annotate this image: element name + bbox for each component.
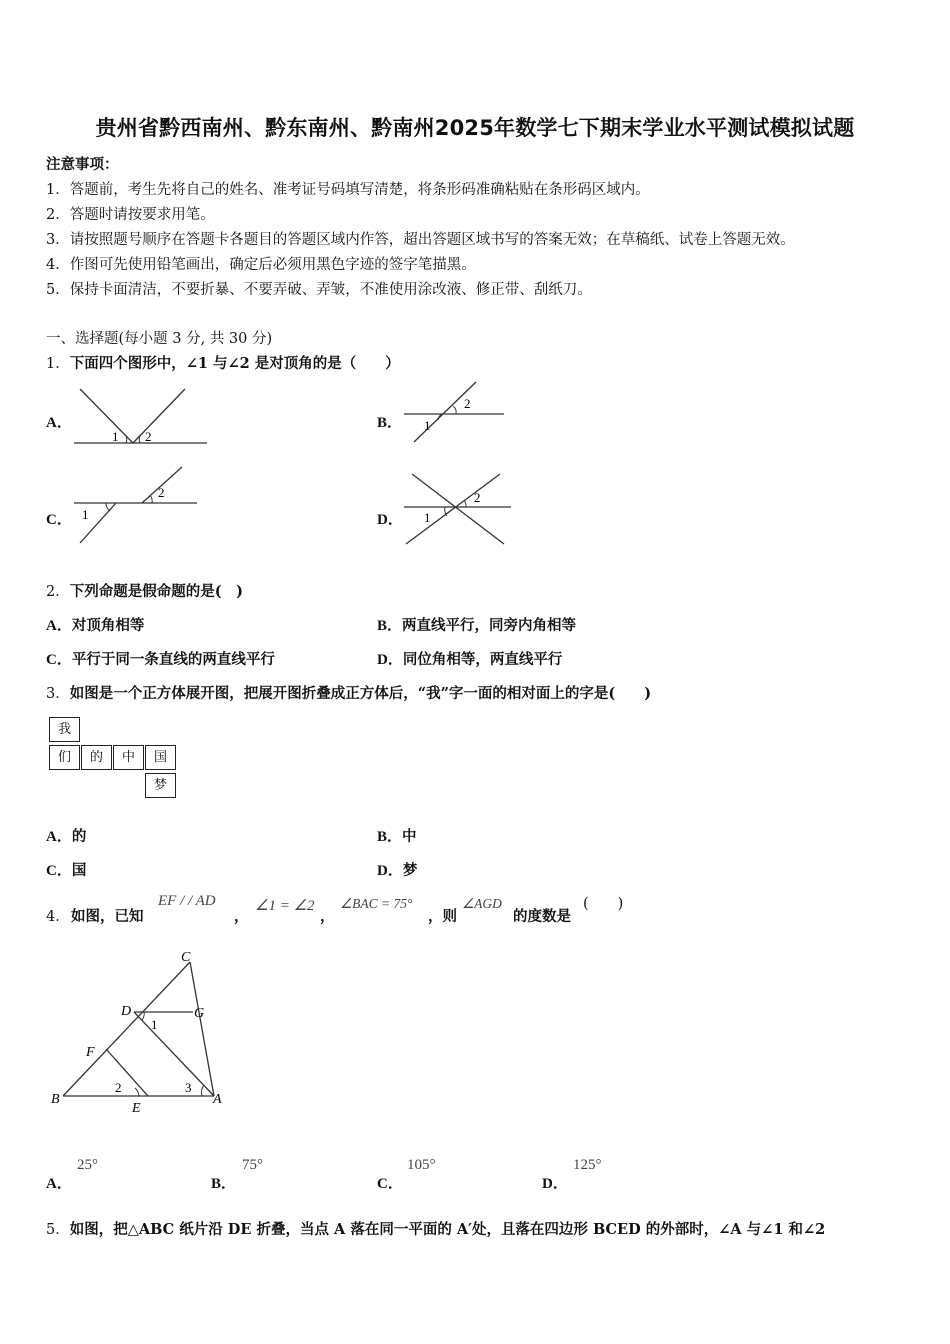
q1-figure-d: [400, 470, 515, 550]
math-expression: ∠AGD: [462, 896, 502, 911]
angle-label: 2: [115, 1080, 122, 1095]
question-1: [46, 352, 400, 373]
notice-item: 3．请按照题号顺序在答题卡各题目的答题区域内作答，超出答题区域书写的答案无效；在草稿纸、试卷上答题无效。: [46, 232, 795, 248]
q1-figure-b: [400, 378, 510, 448]
question-4-sep: ，: [320, 908, 335, 925]
option-letter: C．: [46, 863, 72, 879]
question-number: 2．: [46, 584, 70, 600]
angle-label: 1: [112, 429, 119, 444]
option-text: 同位角相等，两直线平行: [402, 651, 563, 668]
option-letter: A．: [46, 829, 72, 845]
question-4-prefix: 如图，已知: [71, 908, 144, 925]
notice-item: 5．保持卡面清洁，不要折暴、不要弄破、弄皱，不准使用涂改液、修正带、刮纸刀。: [46, 282, 592, 298]
option-c: [46, 648, 275, 669]
net-cell: 们: [49, 745, 80, 770]
question-text: 如图，把△ABC 纸片沿 DE 折叠，当点 A 落在同一平面的 A′处，且落在四边形 BCED 的外部时，∠A 与∠1 和∠2: [69, 1221, 826, 1238]
option-letter: C．: [46, 652, 72, 668]
option-letter: A．: [46, 1176, 72, 1192]
question-4-mid: ，则: [428, 908, 457, 925]
question-number: 5．: [46, 1222, 70, 1238]
net-cell: 我: [49, 717, 80, 742]
option-letter: D．: [377, 512, 403, 528]
net-cell: 的: [81, 745, 112, 770]
page-title: 贵州省黔西南州、黔东南州、黔南州2025年数学七下期末学业水平测试模拟试题: [95, 116, 855, 140]
section-heading: 一、选择题(每小题 3 分, 共 30 分): [46, 331, 273, 347]
question-3: [46, 682, 651, 703]
option-value: 25°: [77, 1157, 98, 1173]
option-text: 的: [71, 828, 87, 845]
option-text: 对顶角相等: [71, 617, 145, 634]
option-letter: C．: [377, 1176, 403, 1192]
net-cell: 中: [113, 745, 144, 770]
option-d: [377, 648, 562, 669]
question-5: [46, 1218, 825, 1239]
option-letter: A．: [46, 415, 72, 431]
cube-net: [49, 717, 179, 801]
angle-label: 1: [424, 510, 431, 525]
option-letter: D．: [377, 863, 403, 879]
option-letter: B．: [211, 1176, 237, 1192]
question-text: 如图是一个正方体展开图，把展开图折叠成正方体后，“我”字一面的相对面上的字是( ): [69, 685, 652, 702]
question-2: [46, 580, 243, 601]
question-text: 下面四个图形中，∠1 与∠2 是对顶角的是（ ）: [69, 355, 400, 372]
option-text: 两直线平行，同旁内角相等: [402, 617, 577, 634]
q1-figure-c: [70, 463, 205, 548]
angle-label: 1: [151, 1017, 158, 1032]
option-a: [46, 825, 86, 846]
math-expression: ∠BAC = 75°: [340, 896, 413, 911]
point-label: A: [213, 1092, 222, 1107]
question-number: 1．: [46, 356, 70, 372]
net-cell: 梦: [145, 773, 176, 798]
q1-figure-a: [70, 385, 215, 450]
angle-label: 1: [82, 507, 89, 522]
option-value: 75°: [242, 1157, 263, 1173]
option-value: 105°: [407, 1157, 436, 1173]
option-text: 中: [402, 828, 417, 845]
angle-label: 1: [424, 418, 431, 433]
math-expression: ∠1 = ∠2: [255, 898, 315, 914]
option-letter: D．: [542, 1176, 568, 1192]
option-text: 梦: [402, 862, 418, 879]
option-letter: B．: [377, 618, 403, 634]
angle-label: 3: [185, 1080, 192, 1095]
net-cell: 国: [145, 745, 176, 770]
notice-item: 2．答题时请按要求用笔。: [46, 207, 215, 223]
math-expression: EF / / AD: [158, 893, 216, 909]
option-d: [377, 859, 417, 880]
point-label: C: [181, 950, 191, 965]
question-number: 3．: [46, 686, 70, 702]
point-label: E: [132, 1101, 141, 1116]
option-c: [46, 859, 86, 880]
option-text: 平行于同一条直线的两直线平行: [71, 651, 275, 668]
option-value: 125°: [573, 1157, 602, 1173]
angle-label: 2: [158, 485, 165, 500]
option-b: [377, 825, 417, 846]
option-a: [46, 614, 144, 635]
answer-paren: ( ): [583, 896, 624, 912]
option-letter: B．: [377, 829, 403, 845]
angle-label: 2: [474, 490, 481, 505]
angle-label: 2: [464, 396, 471, 411]
question-4-number: 4．: [46, 909, 70, 925]
point-label: B: [51, 1092, 60, 1107]
option-letter: C．: [46, 512, 72, 528]
option-letter: D．: [377, 652, 403, 668]
question-4-suffix: 的度数是: [513, 908, 571, 925]
point-label: F: [86, 1045, 95, 1060]
question-4-sep: ，: [234, 908, 249, 925]
option-letter: A．: [46, 618, 72, 634]
notice-item: 4．作图可先使用铅笔画出，确定后必须用黑色字迹的签字笔描黑。: [46, 257, 476, 273]
option-b: [377, 614, 576, 635]
option-letter: B．: [377, 415, 403, 431]
option-text: 国: [71, 862, 87, 879]
notice-item: 1．答题前，考生先将自己的姓名、准考证号码填写清楚，将条形码准确粘贴在条形码区域内。: [46, 182, 650, 198]
q4-triangle-figure: [44, 942, 234, 1122]
angle-label: 2: [145, 429, 152, 444]
point-label: G: [194, 1006, 205, 1021]
point-label: D: [121, 1004, 132, 1019]
notice-heading: 注意事项：: [46, 156, 119, 173]
question-text: 下列命题是假命题的是( ): [69, 583, 243, 600]
